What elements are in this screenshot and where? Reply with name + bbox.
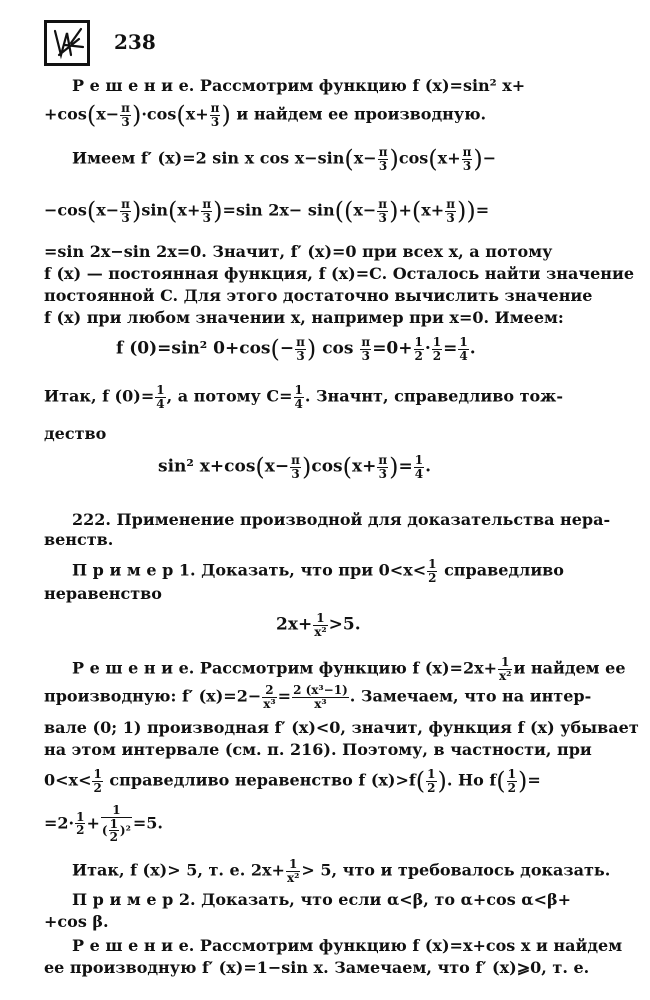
math-span: x− xyxy=(264,456,290,477)
fraction xyxy=(498,656,512,682)
numerator: 1 xyxy=(414,334,423,349)
text-line-25: П р и м е р 2. Доказать, что если α<β, то α+cos α<β+ xyxy=(72,890,572,909)
text-span: cos xyxy=(322,338,354,359)
numerator: 1 xyxy=(428,557,437,571)
text-line-8: f (x) при любом значении x, например при x=0. Имеем: xyxy=(44,308,564,327)
denominator: 2 xyxy=(76,823,85,838)
text-line-26: +cos β. xyxy=(44,912,109,931)
numerator: 2 (x³−1) xyxy=(293,683,348,697)
text-span: справедливо неравенство f (x)>f xyxy=(109,770,416,790)
numerator: 1 xyxy=(93,766,102,781)
text-span: =0+ xyxy=(372,338,413,359)
text-span: =5. xyxy=(132,813,163,833)
text-span: cos xyxy=(311,456,343,477)
text-line-23 xyxy=(44,804,163,844)
formula-f0: f (0)=sin² 0+cos(− $\frac{\pi}{3}$ ) cos $\frac{\pi}{3}$ =0+ $\frac{1}{2}$ · $\frac{1}{2}$ = $\frac{1}{4}$ . xyxy=(116,334,476,363)
text-span: f (0)=sin² 0+cos xyxy=(116,338,271,359)
fraction xyxy=(377,198,388,224)
text-span: · xyxy=(424,338,431,359)
formula-inequality xyxy=(276,612,361,638)
text-span: +cos xyxy=(44,104,87,124)
denominator: 3 xyxy=(210,114,220,129)
fraction xyxy=(445,198,456,224)
denominator: 3 xyxy=(291,466,300,481)
formula-identity: sin² x+cos(x− $\frac{\pi}{3}$ )cos(x+ $\frac{\pi}{3}$ )= $\frac{1}{4}$ . xyxy=(158,452,432,481)
text-span: ·cos xyxy=(141,104,177,124)
math-span: − xyxy=(279,338,295,359)
numerator: π xyxy=(210,100,220,115)
text-span: −cos xyxy=(44,200,87,220)
text-span: =sin 2x− sin xyxy=(222,200,335,220)
fraction xyxy=(414,454,424,480)
denominator: 4 xyxy=(459,348,468,363)
fraction xyxy=(92,768,102,794)
text-span: Итак, f (0)= xyxy=(44,386,155,406)
numerator: π xyxy=(361,334,371,349)
denominator: x³ xyxy=(314,696,327,711)
denominator: 2 xyxy=(507,780,517,795)
denominator: 3 xyxy=(378,210,387,225)
denominator: 4 xyxy=(156,396,165,411)
math-span: x+ xyxy=(177,200,201,220)
denominator: x² xyxy=(499,668,512,683)
numerator: 1 xyxy=(507,766,517,781)
fraction xyxy=(458,336,468,362)
denominator: x² xyxy=(314,624,327,639)
text-span: = xyxy=(443,338,458,359)
numerator: 1 xyxy=(427,766,436,781)
denominator: x² xyxy=(286,870,300,885)
text-span: и найдем ее xyxy=(513,658,626,678)
fraction xyxy=(210,102,221,128)
text-span: Итак, f (x)> 5, т. е. 2x+ xyxy=(72,860,285,880)
denominator: 4 xyxy=(294,396,303,411)
text-span: . Значнт, справедливо тож- xyxy=(304,386,563,406)
fraction xyxy=(75,811,85,837)
text-line-1: Р е ш е н и е. Рассмотрим функцию f (x)=sin² x+ xyxy=(72,76,526,95)
math-span: x− xyxy=(353,148,377,168)
text-span: и найдем ее производную. xyxy=(236,104,487,124)
numerator: π xyxy=(291,452,300,467)
text-span: , а потому C= xyxy=(166,386,293,406)
math-span: x+ xyxy=(351,456,377,477)
text-span: Р е ш е н и е. Рассмотрим функцию f (x)=2x+ xyxy=(72,658,498,678)
text-span: = xyxy=(475,200,490,220)
text-line-16: неравенство xyxy=(44,584,162,603)
fraction xyxy=(377,454,388,480)
fraction xyxy=(109,818,119,844)
math-span: x− xyxy=(96,104,120,124)
numerator: 1 xyxy=(432,334,442,349)
math-span: x+ xyxy=(437,148,461,168)
denominator: 3 xyxy=(378,466,387,481)
fraction xyxy=(201,198,212,224)
denominator: 3 xyxy=(462,158,472,173)
denominator: 3 xyxy=(378,158,388,173)
denominator: 3 xyxy=(296,348,305,363)
text-span: 0<x< xyxy=(44,770,92,790)
text-line-24 xyxy=(72,858,610,884)
numerator: 1 xyxy=(109,816,118,831)
math-span: x+ xyxy=(185,104,209,124)
text-span: . Но f xyxy=(446,770,497,790)
math-span: + xyxy=(398,200,412,220)
numerator: π xyxy=(121,100,130,115)
text-line-21: на этом интервале (см. п. 216). Поэтому, в частности, при xyxy=(44,740,592,759)
denominator: x³ xyxy=(263,696,276,711)
numerator: 1 xyxy=(498,656,512,670)
numerator: 2 xyxy=(262,684,276,698)
fraction xyxy=(290,454,301,480)
numerator: π xyxy=(378,452,388,467)
text-line-28: ее производную f′ (x)=1−sin x. Замечаем, что f′ (x)⩾0, т. е. xyxy=(44,958,590,977)
page-number: 238 xyxy=(114,30,156,54)
fraction xyxy=(378,146,389,172)
fraction xyxy=(414,336,424,362)
text-span: sin² x+cos xyxy=(158,456,256,477)
text-span: = xyxy=(277,686,292,706)
denominator: 3 xyxy=(121,210,130,225)
fraction xyxy=(155,384,165,410)
denominator: 2 xyxy=(432,348,442,363)
denominator: 3 xyxy=(361,348,370,363)
numerator: 1 xyxy=(313,612,327,626)
fraction xyxy=(507,768,517,794)
text-span: sin xyxy=(141,200,169,220)
fraction xyxy=(294,384,304,410)
fraction xyxy=(360,336,371,362)
text-line-10 xyxy=(44,384,563,410)
numerator: π xyxy=(378,144,388,159)
text-span: − xyxy=(482,148,497,168)
denominator: ( $\frac{1}{2}$ )² xyxy=(101,816,131,845)
numerator: π xyxy=(296,334,305,349)
numerator: π xyxy=(121,196,130,211)
text-span: = xyxy=(398,456,413,477)
denominator: 2 xyxy=(428,570,437,585)
text-span: =2· xyxy=(44,813,75,833)
text-line-4: −cos(x− $\frac{\pi}{3}$ )sin(x+ $\frac{\pi}{3}$ )=sin 2x− sin((x− $\frac{\pi}{3}$ )+(x+ $\frac{\pi}{3}$ ))= xyxy=(44,196,490,225)
denominator: 3 xyxy=(121,114,130,129)
denominator: 4 xyxy=(414,466,424,481)
denominator: 3 xyxy=(446,210,455,225)
denominator: 2 xyxy=(427,780,436,795)
numerator: 1 xyxy=(414,452,424,467)
handwritten-monogram-icon xyxy=(49,25,85,61)
text-span: cos xyxy=(398,148,429,168)
numerator: 1 xyxy=(294,383,303,397)
math-span: x+ xyxy=(421,200,445,220)
text-line-20: вале (0; 1) производная f′ (x)<0, значит, функция f (x) убывает xyxy=(44,718,639,737)
text-line-11: дество xyxy=(44,424,107,443)
text-line-18 xyxy=(72,656,626,682)
fraction xyxy=(432,336,442,362)
fraction xyxy=(286,858,300,884)
fraction xyxy=(120,102,131,128)
fraction xyxy=(292,684,349,710)
denominator: 2 xyxy=(414,348,423,363)
numerator: π xyxy=(378,196,388,211)
text-line-3: Имеем f′ (x)=2 sin x cos x−sin(x− $\frac{\pi}{3}$ )cos(x+ $\frac{\pi}{3}$ )− xyxy=(72,144,497,173)
denominator: 2 xyxy=(109,830,118,845)
fraction xyxy=(295,336,306,362)
fraction xyxy=(313,612,327,638)
text-span: > 5, что и требовалось доказать. xyxy=(301,860,611,880)
text-span: . Замечаем, что на интер- xyxy=(349,686,592,706)
numerator: π xyxy=(202,196,212,211)
text-line-6: f (x) — постоянная функция, f (x)=C. Осталось найти значение xyxy=(44,264,635,283)
text-line-7: постоянной C. Для этого достаточно вычислить значение xyxy=(44,286,593,305)
text-line-22: 0<x< $\frac{1}{2}$ справедливо неравенство f (x)>f( $\frac{1}{2}$ ). Но f( $\frac{1}{2}$ )= xyxy=(44,766,541,795)
text-line-5: =sin 2x−sin 2x=0. Значит, f′ (x)=0 при всех x, а потому xyxy=(44,242,553,261)
text-span: = xyxy=(527,770,541,790)
text-span: справедливо xyxy=(444,560,564,580)
fraction xyxy=(262,684,276,710)
fraction xyxy=(426,768,436,794)
text-line-27: Р е ш е н и е. Рассмотрим функцию f (x)=x+cos x и найдем xyxy=(72,936,623,955)
numerator: π xyxy=(462,144,472,159)
denominator: 3 xyxy=(202,210,211,225)
text-span: Имеем f′ (x)=2 sin x cos x−sin xyxy=(72,148,345,168)
fraction xyxy=(101,804,132,844)
numerator: 1 xyxy=(101,804,132,818)
section-heading: 222. Применение производной для доказательства нера- xyxy=(72,510,611,529)
denominator: 2 xyxy=(93,780,102,795)
numerator: π xyxy=(446,196,455,211)
fraction xyxy=(462,146,473,172)
text-span: П р и м е р 1. Доказать, что при 0<x< xyxy=(72,560,427,580)
fraction xyxy=(427,558,437,584)
text-span: >5. xyxy=(328,614,361,635)
text-line-19 xyxy=(44,684,591,710)
logo xyxy=(44,20,90,66)
text-span: производную: f′ (x)=2− xyxy=(44,686,262,706)
numerator: 1 xyxy=(156,383,165,397)
text-line-2: +cos(x− $\frac{\pi}{3}$ )·cos(x+ $\frac{\pi}{3}$ ) и найдем ее производную. xyxy=(44,100,487,129)
text-line-15 xyxy=(72,558,564,584)
numerator: 1 xyxy=(76,809,85,824)
section-heading-cont: венств. xyxy=(44,530,114,549)
numerator: 1 xyxy=(286,858,300,872)
text-span: + xyxy=(86,813,100,833)
text-span: 2x+ xyxy=(276,614,313,635)
fraction xyxy=(120,198,131,224)
math-span: x− xyxy=(353,200,377,220)
numerator: 1 xyxy=(459,334,468,349)
math-span: x− xyxy=(96,200,120,220)
